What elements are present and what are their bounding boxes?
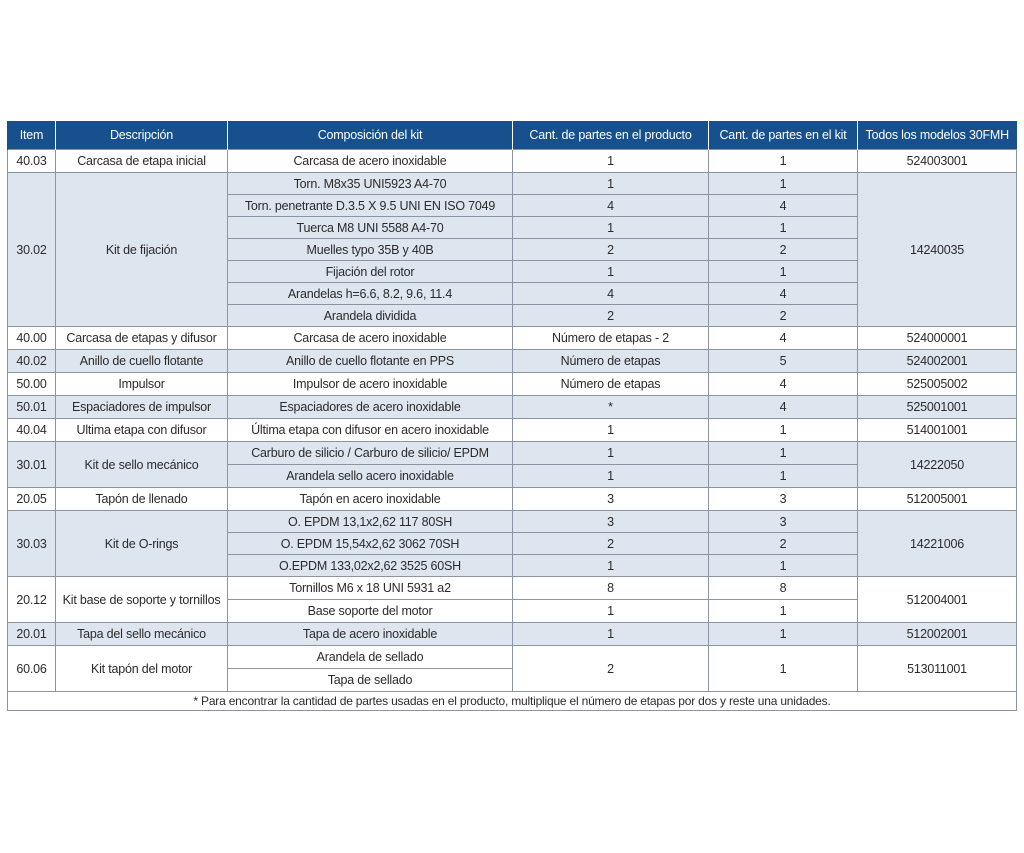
- kit-qty-cell: 2: [709, 239, 858, 261]
- kit-qty-cell: 4: [709, 373, 858, 396]
- kit-qty-cell: 3: [709, 511, 858, 533]
- description-cell: Kit de fijación: [56, 173, 228, 327]
- product-qty-cell: Número de etapas: [513, 373, 709, 396]
- product-qty-cell: 1: [513, 173, 709, 195]
- model-code-cell: 525005002: [858, 373, 1017, 396]
- model-code-cell: 513011001: [858, 646, 1017, 692]
- item-cell: 20.01: [8, 623, 56, 646]
- kit-qty-cell: 1: [709, 150, 858, 173]
- model-code-cell: 512002001: [858, 623, 1017, 646]
- kit-qty-cell: 5: [709, 350, 858, 373]
- product-qty-cell: 8: [513, 577, 709, 600]
- table-row: [8, 623, 1017, 646]
- composition-cell: Torn. M8x35 UNI5923 A4-70: [228, 173, 513, 195]
- kit-qty-cell: 1: [709, 217, 858, 239]
- product-qty-cell: 1: [513, 261, 709, 283]
- footnote: * Para encontrar la cantidad de partes usadas en el producto, multiplique el número de etapas por dos y reste una unidades.: [8, 692, 1017, 711]
- composition-cell: Tapa de acero inoxidable: [228, 623, 513, 646]
- description-cell: Carcasa de etapas y difusor: [56, 327, 228, 350]
- footnote-row: [8, 692, 1017, 711]
- product-qty-cell: 1: [513, 217, 709, 239]
- model-code-cell: 524002001: [858, 350, 1017, 373]
- table-row: [8, 373, 1017, 396]
- item-cell: 40.03: [8, 150, 56, 173]
- kit-qty-cell: 1: [709, 555, 858, 577]
- composition-cell: Muelles typo 35B y 40B: [228, 239, 513, 261]
- composition-cell: Fijación del rotor: [228, 261, 513, 283]
- product-qty-cell: 1: [513, 600, 709, 623]
- table-row: [8, 173, 1017, 195]
- item-cell: 50.00: [8, 373, 56, 396]
- product-qty-cell: 2: [513, 239, 709, 261]
- composition-cell: Tapón en acero inoxidable: [228, 488, 513, 511]
- item-cell: 20.12: [8, 577, 56, 623]
- model-code-cell: 524000001: [858, 327, 1017, 350]
- table-row: [8, 327, 1017, 350]
- description-cell: Tapón de llenado: [56, 488, 228, 511]
- composition-cell: Carburo de silicio / Carburo de silicio/ EPDM: [228, 442, 513, 465]
- model-code-cell: 514001001: [858, 419, 1017, 442]
- table-row: [8, 350, 1017, 373]
- composition-cell: Anillo de cuello flotante en PPS: [228, 350, 513, 373]
- product-qty-cell: 1: [513, 623, 709, 646]
- item-cell: 30.01: [8, 442, 56, 488]
- table-row: [8, 577, 1017, 600]
- composition-cell: Arandela de sellado: [228, 646, 513, 669]
- header-item: Item: [8, 121, 56, 150]
- item-cell: 40.02: [8, 350, 56, 373]
- kit-qty-cell: 1: [709, 442, 858, 465]
- description-cell: Impulsor: [56, 373, 228, 396]
- composition-cell: Arandelas h=6.6, 8.2, 9.6, 11.4: [228, 283, 513, 305]
- item-cell: 40.00: [8, 327, 56, 350]
- composition-cell: Tuerca M8 UNI 5588 A4-70: [228, 217, 513, 239]
- composition-cell: O. EPDM 13,1x2,62 117 80SH: [228, 511, 513, 533]
- kit-qty-cell: 2: [709, 533, 858, 555]
- kit-qty-cell: 1: [709, 600, 858, 623]
- composition-cell: O. EPDM 15,54x2,62 3062 70SH: [228, 533, 513, 555]
- table-row: [8, 646, 1017, 669]
- table-row: [8, 396, 1017, 419]
- header-descripcion: Descripción: [56, 121, 228, 150]
- composition-cell: Espaciadores de acero inoxidable: [228, 396, 513, 419]
- description-cell: Espaciadores de impulsor: [56, 396, 228, 419]
- kit-qty-cell: 1: [709, 465, 858, 488]
- product-qty-cell: 1: [513, 419, 709, 442]
- product-qty-cell: 3: [513, 488, 709, 511]
- description-cell: Tapa del sello mecánico: [56, 623, 228, 646]
- product-qty-cell: 3: [513, 511, 709, 533]
- item-cell: 20.05: [8, 488, 56, 511]
- product-qty-cell: 2: [513, 533, 709, 555]
- description-cell: Kit de O-rings: [56, 511, 228, 577]
- header-cant-kit: Cant. de partes en el kit: [709, 121, 858, 150]
- model-code-cell: 525001001: [858, 396, 1017, 419]
- product-qty-cell: 4: [513, 283, 709, 305]
- composition-cell: Arandela sello acero inoxidable: [228, 465, 513, 488]
- composition-cell: O.EPDM 133,02x2,62 3525 60SH: [228, 555, 513, 577]
- kit-qty-cell: 3: [709, 488, 858, 511]
- item-cell: 30.02: [8, 173, 56, 327]
- table-body: [8, 150, 1017, 692]
- product-qty-cell: 1: [513, 465, 709, 488]
- product-qty-cell: 1: [513, 442, 709, 465]
- kit-qty-cell: 4: [709, 283, 858, 305]
- composition-cell: Última etapa con difusor en acero inoxidable: [228, 419, 513, 442]
- product-qty-cell: 2: [513, 305, 709, 327]
- model-code-cell: 512005001: [858, 488, 1017, 511]
- kit-qty-cell: 1: [709, 173, 858, 195]
- composition-cell: Impulsor de acero inoxidable: [228, 373, 513, 396]
- description-cell: Carcasa de etapa inicial: [56, 150, 228, 173]
- composition-cell: Carcasa de acero inoxidable: [228, 327, 513, 350]
- description-cell: Anillo de cuello flotante: [56, 350, 228, 373]
- kit-qty-cell: 1: [709, 419, 858, 442]
- model-code-cell: 14240035: [858, 173, 1017, 327]
- kit-qty-cell: 1: [709, 623, 858, 646]
- kit-qty-cell: 4: [709, 327, 858, 350]
- description-cell: Ultima etapa con difusor: [56, 419, 228, 442]
- description-cell: Kit base de soporte y tornillos: [56, 577, 228, 623]
- header-cant-producto: Cant. de partes en el producto: [513, 121, 709, 150]
- product-qty-cell: 1: [513, 555, 709, 577]
- composition-cell: Carcasa de acero inoxidable: [228, 150, 513, 173]
- table-row: [8, 150, 1017, 173]
- product-qty-cell: 2: [513, 646, 709, 692]
- product-qty-cell: *: [513, 396, 709, 419]
- composition-cell: Base soporte del motor: [228, 600, 513, 623]
- header-modelos: Todos los modelos 30FMH: [858, 121, 1017, 150]
- table-row: [8, 442, 1017, 465]
- item-cell: 30.03: [8, 511, 56, 577]
- composition-cell: Tornillos M6 x 18 UNI 5931 a2: [228, 577, 513, 600]
- product-qty-cell: Número de etapas - 2: [513, 327, 709, 350]
- description-cell: Kit tapón del motor: [56, 646, 228, 692]
- product-qty-cell: 1: [513, 150, 709, 173]
- model-code-cell: 14222050: [858, 442, 1017, 488]
- model-code-cell: 14221006: [858, 511, 1017, 577]
- table-header-row: [8, 121, 1017, 150]
- table-row: [8, 419, 1017, 442]
- table-row: [8, 511, 1017, 533]
- header-composicion: Composición del kit: [228, 121, 513, 150]
- table-row: [8, 488, 1017, 511]
- item-cell: 50.01: [8, 396, 56, 419]
- kit-qty-cell: 1: [709, 261, 858, 283]
- parts-kit-table: [7, 121, 1017, 711]
- description-cell: Kit de sello mecánico: [56, 442, 228, 488]
- item-cell: 60.06: [8, 646, 56, 692]
- composition-cell: Tapa de sellado: [228, 669, 513, 692]
- kit-qty-cell: 2: [709, 305, 858, 327]
- item-cell: 40.04: [8, 419, 56, 442]
- model-code-cell: 512004001: [858, 577, 1017, 623]
- product-qty-cell: Número de etapas: [513, 350, 709, 373]
- kit-qty-cell: 4: [709, 195, 858, 217]
- model-code-cell: 524003001: [858, 150, 1017, 173]
- kit-qty-cell: 1: [709, 646, 858, 692]
- composition-cell: Arandela dividida: [228, 305, 513, 327]
- kit-qty-cell: 4: [709, 396, 858, 419]
- product-qty-cell: 4: [513, 195, 709, 217]
- kit-qty-cell: 8: [709, 577, 858, 600]
- composition-cell: Torn. penetrante D.3.5 X 9.5 UNI EN ISO 7049: [228, 195, 513, 217]
